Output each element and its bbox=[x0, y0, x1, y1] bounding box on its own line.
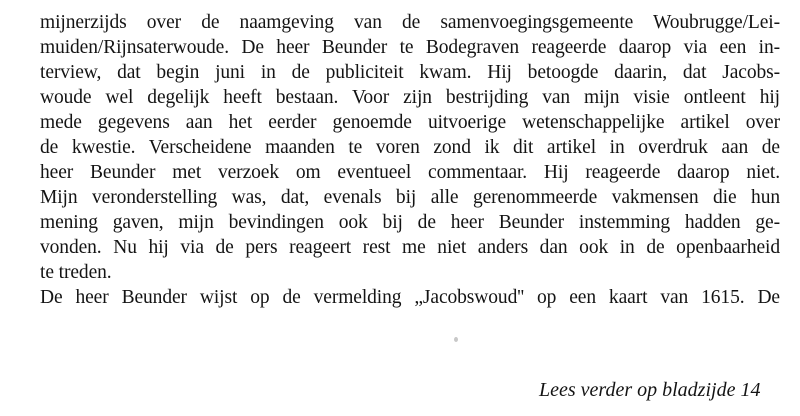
article-line: heer Beunder met verzoek om eventueel commentaar. Hij reageerde daarop niet. bbox=[40, 162, 780, 183]
article-line: mede gegevens aan het eerder genoemde uitvoerige wetenschappelijke artikel over bbox=[40, 112, 780, 133]
article-line: de kwestie. Verscheidene maanden te voren zond ik dit artikel in overdruk aan de bbox=[40, 137, 780, 158]
article-line: te treden. bbox=[40, 262, 112, 283]
article-line: woude wel degelijk heeft bestaan. Voor zijn bestrijding van mijn visie ontleent hij bbox=[40, 87, 780, 108]
scan-speck bbox=[454, 337, 458, 342]
article-line: muiden/Rijnsaterwoude. De heer Beunder te Bodegraven reageerde daarop via een in- bbox=[40, 37, 780, 58]
article-line: mijnerzijds over de naamgeving van de samenvoegingsgemeente Woubrugge/Lei- bbox=[40, 12, 780, 33]
continuation-note: Lees verder op bladzijde 14 bbox=[539, 379, 761, 401]
article-line: mening gaven, mijn bevindingen ook bij de heer Beunder instemming hadden ge- bbox=[40, 212, 780, 233]
article-body bbox=[40, 10, 780, 310]
article-line: terview, dat begin juni in de publiciteit kwam. Hij betoogde daarin, dat Jacobs- bbox=[40, 62, 780, 83]
article-line: vonden. Nu hij via de pers reageert rest me niet anders dan ook in de openbaarheid bbox=[40, 237, 780, 258]
article-line: De heer Beunder wijst op de vermelding „Jacobswoud'' op een kaart van 1615. De bbox=[40, 287, 780, 308]
article-line: Mijn veronderstelling was, dat, evenals bij alle gerenommeerde vakmensen die hun bbox=[40, 187, 780, 208]
